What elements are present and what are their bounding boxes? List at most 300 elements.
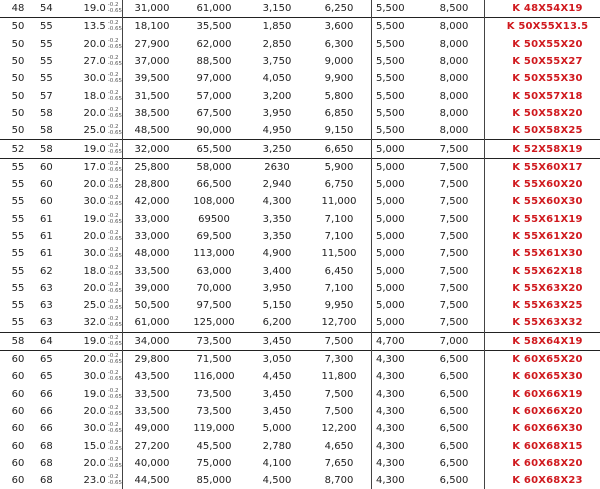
bore-diameter-cell: 60: [0, 386, 36, 403]
width-tolerance: [108, 282, 122, 294]
tolerance-lower: -0.65: [108, 446, 122, 452]
width-tolerance: [108, 2, 122, 14]
outer-diameter-cell: 63: [36, 297, 70, 314]
grease-speed-cell: 5,000: [372, 262, 425, 279]
dynamic-load-cell: 31,500: [123, 87, 182, 104]
static-load-cell: 88,500: [181, 53, 247, 70]
part-number-cell: K 55X63X25: [485, 297, 600, 314]
oil-speed-cell: 8,000: [424, 87, 485, 104]
width-cell: [70, 105, 123, 122]
bore-diameter-cell: 50: [0, 53, 36, 70]
dynamic-load-kgf-cell: 3,250: [247, 140, 307, 158]
width-value: 30.0: [84, 73, 106, 84]
static-load-cell: 69500: [181, 211, 247, 228]
bore-diameter-cell: 60: [0, 368, 36, 385]
tolerance-lower: -0.65: [108, 149, 122, 155]
width-cell: [70, 262, 123, 279]
width-value: 20.0: [84, 283, 106, 294]
dynamic-load-kgf-cell: 3,050: [247, 350, 307, 368]
table-row: [0, 140, 600, 158]
bore-diameter-cell: 55: [0, 176, 36, 193]
static-load-kgf-cell: 7,100: [307, 228, 372, 245]
dynamic-load-cell: 29,800: [123, 350, 182, 368]
static-load-cell: 97,000: [181, 70, 247, 87]
table-row: [0, 403, 600, 420]
part-number-cell: K 50X57X18: [485, 87, 600, 104]
part-number-cell: K 60X65X20: [485, 350, 600, 368]
outer-diameter-cell: 57: [36, 87, 70, 104]
width-cell: [70, 176, 123, 193]
width-tolerance: [108, 90, 122, 102]
static-load-kgf-cell: 9,950: [307, 297, 372, 314]
width-value: 18.0: [84, 91, 106, 102]
bore-diameter-cell: 55: [0, 193, 36, 210]
dynamic-load-cell: 43,500: [123, 368, 182, 385]
tolerance-upper: -0.2: [108, 405, 122, 411]
table-row: [0, 176, 600, 193]
part-number-cell: K 60X68X15: [485, 437, 600, 454]
static-load-cell: 65,500: [181, 140, 247, 158]
tolerance-lower: -0.65: [108, 44, 122, 50]
width-tolerance: [108, 247, 122, 259]
table-row: [0, 18, 600, 36]
dynamic-load-cell: 42,000: [123, 193, 182, 210]
width-value: 18.0: [84, 266, 106, 277]
tolerance-upper: -0.2: [108, 124, 122, 130]
dynamic-load-cell: 27,900: [123, 36, 182, 53]
table-row: [0, 0, 600, 18]
tolerance-lower: -0.65: [108, 376, 122, 382]
static-load-kgf-cell: 4,650: [307, 437, 372, 454]
part-number-cell: K 55X62X18: [485, 262, 600, 279]
table-row: [0, 280, 600, 297]
outer-diameter-cell: 68: [36, 472, 70, 489]
width-value: 20.0: [84, 39, 106, 50]
oil-speed-cell: 7,500: [424, 280, 485, 297]
part-number-cell: K 52X58X19: [485, 140, 600, 158]
static-load-cell: 73,500: [181, 332, 247, 350]
tolerance-lower: -0.65: [108, 253, 122, 259]
width-tolerance: [108, 440, 122, 452]
width-value: 20.0: [84, 458, 106, 469]
width-tolerance: [108, 143, 122, 155]
width-tolerance: [108, 230, 122, 242]
dynamic-load-kgf-cell: 6,200: [247, 314, 307, 332]
oil-speed-cell: 7,500: [424, 211, 485, 228]
width-cell: [70, 386, 123, 403]
width-cell: [70, 350, 123, 368]
oil-speed-cell: 6,500: [424, 368, 485, 385]
dynamic-load-kgf-cell: 3,350: [247, 211, 307, 228]
grease-speed-cell: 5,000: [372, 176, 425, 193]
part-number-cell: K 50X58X25: [485, 122, 600, 140]
table-row: [0, 70, 600, 87]
dynamic-load-cell: 25,800: [123, 158, 182, 176]
part-number-cell: K 50X55X27: [485, 53, 600, 70]
outer-diameter-cell: 60: [36, 176, 70, 193]
oil-speed-cell: 7,500: [424, 297, 485, 314]
oil-speed-cell: 6,500: [424, 437, 485, 454]
bore-diameter-cell: 55: [0, 297, 36, 314]
dynamic-load-kgf-cell: 3,150: [247, 0, 307, 18]
grease-speed-cell: 4,300: [372, 420, 425, 437]
table-row: [0, 245, 600, 262]
width-tolerance: [108, 316, 122, 328]
tolerance-lower: -0.65: [108, 96, 122, 102]
tolerance-upper: -0.2: [108, 335, 122, 341]
outer-diameter-cell: 63: [36, 280, 70, 297]
tolerance-lower: -0.65: [108, 167, 122, 173]
grease-speed-cell: 4,300: [372, 350, 425, 368]
static-load-cell: 45,500: [181, 437, 247, 454]
width-tolerance: [108, 299, 122, 311]
dynamic-load-kgf-cell: 3,450: [247, 386, 307, 403]
grease-speed-cell: 5,500: [372, 36, 425, 53]
width-value: 19.0: [84, 144, 106, 155]
tolerance-upper: -0.2: [108, 90, 122, 96]
outer-diameter-cell: 68: [36, 437, 70, 454]
static-load-cell: 57,000: [181, 87, 247, 104]
dynamic-load-kgf-cell: 3,750: [247, 53, 307, 70]
grease-speed-cell: 5,500: [372, 122, 425, 140]
table-row: [0, 332, 600, 350]
static-load-kgf-cell: 12,200: [307, 420, 372, 437]
oil-speed-cell: 7,500: [424, 158, 485, 176]
static-load-kgf-cell: 7,300: [307, 350, 372, 368]
grease-speed-cell: 5,500: [372, 0, 425, 18]
static-load-cell: 108,000: [181, 193, 247, 210]
static-load-kgf-cell: 7,650: [307, 455, 372, 472]
static-load-cell: 58,000: [181, 158, 247, 176]
oil-speed-cell: 6,500: [424, 350, 485, 368]
width-cell: [70, 87, 123, 104]
part-number-cell: K 58X64X19: [485, 332, 600, 350]
width-cell: [70, 437, 123, 454]
width-tolerance: [108, 335, 122, 347]
table-row: [0, 262, 600, 279]
tolerance-lower: -0.65: [108, 463, 122, 469]
part-number-cell: K 55X60X20: [485, 176, 600, 193]
static-load-cell: 73,500: [181, 386, 247, 403]
part-number-cell: K 60X68X23: [485, 472, 600, 489]
table-row: [0, 297, 600, 314]
outer-diameter-cell: 55: [36, 70, 70, 87]
dynamic-load-kgf-cell: 2630: [247, 158, 307, 176]
dynamic-load-kgf-cell: 5,000: [247, 420, 307, 437]
static-load-cell: 113,000: [181, 245, 247, 262]
tolerance-lower: -0.65: [108, 341, 122, 347]
grease-speed-cell: 5,000: [372, 140, 425, 158]
width-cell: [70, 122, 123, 140]
tolerance-upper: -0.2: [108, 440, 122, 446]
static-load-kgf-cell: 7,500: [307, 332, 372, 350]
tolerance-upper: -0.2: [108, 474, 122, 480]
width-cell: [70, 0, 123, 18]
width-cell: [70, 332, 123, 350]
part-number-cell: K 55X61X30: [485, 245, 600, 262]
grease-speed-cell: 5,000: [372, 158, 425, 176]
dynamic-load-cell: 48,000: [123, 245, 182, 262]
width-tolerance: [108, 161, 122, 173]
dynamic-load-cell: 40,000: [123, 455, 182, 472]
dynamic-load-cell: 37,000: [123, 53, 182, 70]
part-number-cell: K 55X61X19: [485, 211, 600, 228]
part-number-cell: K 48X54X19: [485, 0, 600, 18]
static-load-cell: 71,500: [181, 350, 247, 368]
dynamic-load-kgf-cell: 2,780: [247, 437, 307, 454]
tolerance-lower: -0.65: [108, 61, 122, 67]
static-load-kgf-cell: 6,450: [307, 262, 372, 279]
width-tolerance: [108, 388, 122, 400]
static-load-kgf-cell: 9,900: [307, 70, 372, 87]
dynamic-load-cell: 32,000: [123, 140, 182, 158]
oil-speed-cell: 6,500: [424, 472, 485, 489]
static-load-kgf-cell: 6,650: [307, 140, 372, 158]
width-tolerance: [108, 353, 122, 365]
table-row: [0, 368, 600, 385]
tolerance-lower: -0.65: [108, 288, 122, 294]
tolerance-upper: -0.2: [108, 55, 122, 61]
width-value: 20.0: [84, 406, 106, 417]
part-number-cell: K 55X60X30: [485, 193, 600, 210]
width-tolerance: [108, 20, 122, 32]
dynamic-load-cell: 33,000: [123, 228, 182, 245]
width-cell: [70, 53, 123, 70]
tolerance-lower: -0.65: [108, 394, 122, 400]
bore-diameter-cell: 48: [0, 0, 36, 18]
tolerance-upper: -0.2: [108, 247, 122, 253]
bore-diameter-cell: 50: [0, 105, 36, 122]
part-number-cell: K 50X55X30: [485, 70, 600, 87]
oil-speed-cell: 8,000: [424, 53, 485, 70]
width-tolerance: [108, 457, 122, 469]
bore-diameter-cell: 55: [0, 262, 36, 279]
tolerance-upper: -0.2: [108, 353, 122, 359]
oil-speed-cell: 7,500: [424, 262, 485, 279]
width-tolerance: [108, 178, 122, 190]
part-number-cell: K 55X60X17: [485, 158, 600, 176]
width-value: 30.0: [84, 248, 106, 259]
bore-diameter-cell: 58: [0, 332, 36, 350]
static-load-kgf-cell: 6,300: [307, 36, 372, 53]
tolerance-lower: -0.65: [108, 428, 122, 434]
part-number-cell: K 55X63X20: [485, 280, 600, 297]
dynamic-load-kgf-cell: 3,450: [247, 332, 307, 350]
bore-diameter-cell: 55: [0, 211, 36, 228]
width-value: 20.0: [84, 354, 106, 365]
static-load-kgf-cell: 7,500: [307, 386, 372, 403]
static-load-kgf-cell: 6,250: [307, 0, 372, 18]
dynamic-load-kgf-cell: 2,850: [247, 36, 307, 53]
table-row: [0, 386, 600, 403]
dynamic-load-kgf-cell: 3,450: [247, 403, 307, 420]
outer-diameter-cell: 61: [36, 245, 70, 262]
part-number-cell: K 50X58X20: [485, 105, 600, 122]
dynamic-load-kgf-cell: 2,940: [247, 176, 307, 193]
static-load-cell: 66,500: [181, 176, 247, 193]
width-cell: [70, 211, 123, 228]
grease-speed-cell: 5,000: [372, 228, 425, 245]
dynamic-load-kgf-cell: 4,500: [247, 472, 307, 489]
static-load-cell: 35,500: [181, 18, 247, 36]
part-number-cell: K 60X68X20: [485, 455, 600, 472]
dynamic-load-kgf-cell: 5,150: [247, 297, 307, 314]
table-row: [0, 193, 600, 210]
outer-diameter-cell: 65: [36, 368, 70, 385]
bore-diameter-cell: 60: [0, 472, 36, 489]
dynamic-load-cell: 39,500: [123, 70, 182, 87]
width-cell: [70, 18, 123, 36]
outer-diameter-cell: 55: [36, 18, 70, 36]
tolerance-upper: -0.2: [108, 213, 122, 219]
table-row: [0, 455, 600, 472]
grease-speed-cell: 4,700: [372, 332, 425, 350]
width-cell: [70, 403, 123, 420]
tolerance-lower: -0.65: [108, 236, 122, 242]
tolerance-upper: -0.2: [108, 178, 122, 184]
tolerance-lower: -0.65: [108, 480, 122, 486]
static-load-cell: 97,500: [181, 297, 247, 314]
static-load-cell: 63,000: [181, 262, 247, 279]
tolerance-lower: -0.65: [108, 26, 122, 32]
part-number-cell: K 50X55X20: [485, 36, 600, 53]
oil-speed-cell: 6,500: [424, 455, 485, 472]
width-value: 30.0: [84, 423, 106, 434]
dynamic-load-kgf-cell: 4,450: [247, 368, 307, 385]
width-cell: [70, 472, 123, 489]
static-load-kgf-cell: 12,700: [307, 314, 372, 332]
static-load-cell: 125,000: [181, 314, 247, 332]
static-load-cell: 61,000: [181, 0, 247, 18]
table-row: [0, 472, 600, 489]
table-row: [0, 437, 600, 454]
part-number-cell: K 50X55X13.5: [485, 18, 600, 36]
width-cell: [70, 245, 123, 262]
width-tolerance: [108, 405, 122, 417]
grease-speed-cell: 4,300: [372, 386, 425, 403]
table-row: [0, 158, 600, 176]
tolerance-upper: -0.2: [108, 265, 122, 271]
width-tolerance: [108, 422, 122, 434]
oil-speed-cell: 6,500: [424, 386, 485, 403]
oil-speed-cell: 7,500: [424, 140, 485, 158]
bore-diameter-cell: 60: [0, 420, 36, 437]
oil-speed-cell: 7,500: [424, 193, 485, 210]
dynamic-load-cell: 38,500: [123, 105, 182, 122]
tolerance-lower: -0.65: [108, 78, 122, 84]
grease-speed-cell: 4,300: [372, 403, 425, 420]
static-load-kgf-cell: 7,500: [307, 403, 372, 420]
static-load-cell: 75,000: [181, 455, 247, 472]
bore-diameter-cell: 55: [0, 280, 36, 297]
static-load-cell: 70,000: [181, 280, 247, 297]
width-tolerance: [108, 72, 122, 84]
static-load-cell: 90,000: [181, 122, 247, 140]
static-load-cell: 116,000: [181, 368, 247, 385]
width-tolerance: [108, 265, 122, 277]
table-row: [0, 228, 600, 245]
outer-diameter-cell: 55: [36, 36, 70, 53]
width-value: 17.0: [84, 162, 106, 173]
width-value: 32.0: [84, 317, 106, 328]
outer-diameter-cell: 58: [36, 140, 70, 158]
dynamic-load-kgf-cell: 3,950: [247, 280, 307, 297]
grease-speed-cell: 5,500: [372, 87, 425, 104]
width-tolerance: [108, 38, 122, 50]
width-value: 15.0: [84, 441, 106, 452]
dynamic-load-cell: 49,000: [123, 420, 182, 437]
tolerance-upper: -0.2: [108, 299, 122, 305]
outer-diameter-cell: 68: [36, 455, 70, 472]
bore-diameter-cell: 55: [0, 228, 36, 245]
outer-diameter-cell: 66: [36, 386, 70, 403]
static-load-kgf-cell: 7,100: [307, 280, 372, 297]
tolerance-lower: -0.65: [108, 322, 122, 328]
grease-speed-cell: 4,300: [372, 437, 425, 454]
dynamic-load-kgf-cell: 3,350: [247, 228, 307, 245]
width-tolerance: [108, 55, 122, 67]
outer-diameter-cell: 61: [36, 211, 70, 228]
width-tolerance: [108, 107, 122, 119]
width-cell: [70, 455, 123, 472]
outer-diameter-cell: 66: [36, 403, 70, 420]
dynamic-load-kgf-cell: 4,050: [247, 70, 307, 87]
tolerance-upper: -0.2: [108, 107, 122, 113]
width-cell: [70, 280, 123, 297]
tolerance-lower: -0.65: [108, 305, 122, 311]
oil-speed-cell: 8,000: [424, 36, 485, 53]
dynamic-load-cell: 48,500: [123, 122, 182, 140]
width-cell: [70, 314, 123, 332]
oil-speed-cell: 6,500: [424, 403, 485, 420]
static-load-cell: 62,000: [181, 36, 247, 53]
bore-diameter-cell: 60: [0, 403, 36, 420]
width-tolerance: [108, 213, 122, 225]
grease-speed-cell: 5,000: [372, 314, 425, 332]
bore-diameter-cell: 55: [0, 314, 36, 332]
oil-speed-cell: 8,000: [424, 105, 485, 122]
table-row: [0, 314, 600, 332]
table-row: [0, 211, 600, 228]
static-load-kgf-cell: 3,600: [307, 18, 372, 36]
tolerance-upper: -0.2: [108, 388, 122, 394]
dynamic-load-cell: 50,500: [123, 297, 182, 314]
oil-speed-cell: 6,500: [424, 420, 485, 437]
tolerance-upper: -0.2: [108, 230, 122, 236]
width-value: 25.0: [84, 300, 106, 311]
width-tolerance: [108, 195, 122, 207]
part-number-cell: K 60X66X30: [485, 420, 600, 437]
dynamic-load-kgf-cell: 4,900: [247, 245, 307, 262]
dynamic-load-kgf-cell: 3,950: [247, 105, 307, 122]
static-load-kgf-cell: 7,100: [307, 211, 372, 228]
outer-diameter-cell: 60: [36, 193, 70, 210]
static-load-kgf-cell: 11,000: [307, 193, 372, 210]
oil-speed-cell: 8,000: [424, 18, 485, 36]
static-load-kgf-cell: 9,000: [307, 53, 372, 70]
bore-diameter-cell: 55: [0, 245, 36, 262]
width-value: 19.0: [84, 389, 106, 400]
static-load-kgf-cell: 11,500: [307, 245, 372, 262]
width-value: 20.0: [84, 179, 106, 190]
width-value: 19.0: [84, 214, 106, 225]
outer-diameter-cell: 61: [36, 228, 70, 245]
tolerance-lower: -0.65: [108, 8, 122, 14]
oil-speed-cell: 7,500: [424, 176, 485, 193]
outer-diameter-cell: 64: [36, 332, 70, 350]
width-value: 19.0: [84, 336, 106, 347]
part-number-cell: K 55X61X20: [485, 228, 600, 245]
